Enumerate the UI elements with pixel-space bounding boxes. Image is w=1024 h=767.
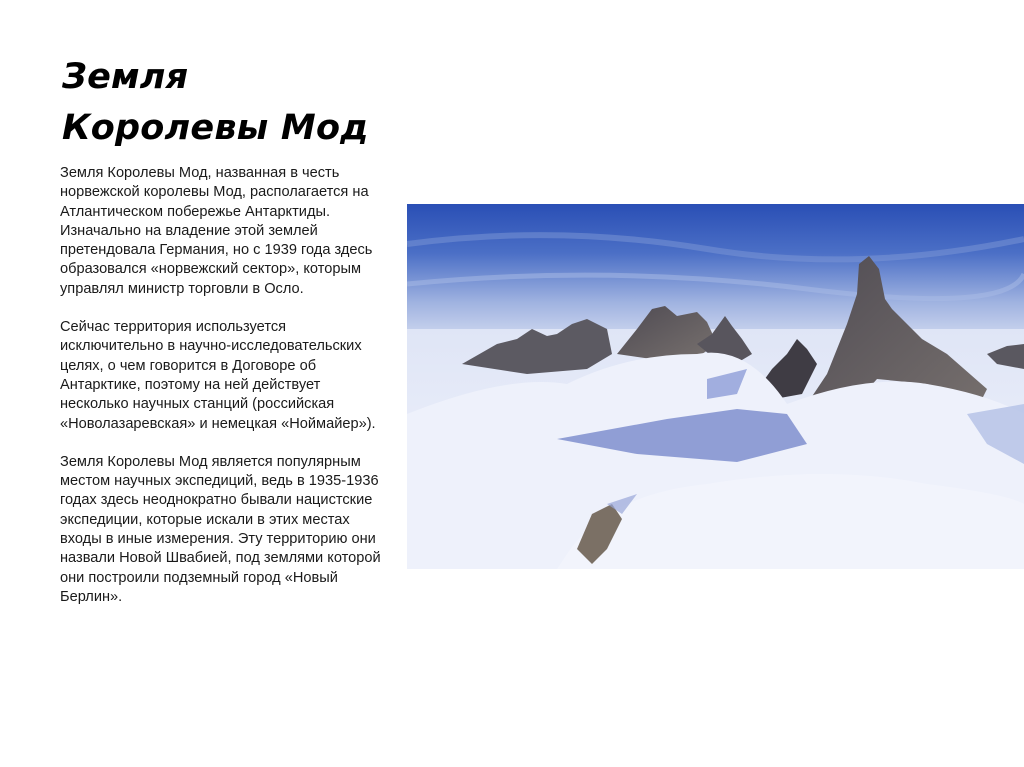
slide-body bbox=[60, 164, 390, 626]
title-line-2: Королевы Мод bbox=[62, 108, 369, 148]
antarctic-mountains-photo bbox=[407, 204, 1024, 569]
paragraph-research: Сейчас территория используется исключительно в научно-исследовательских целях, о чем говорится в Договоре об Антарктике, поэтому на ней действует несколько научных станций (российская «Новолазаревская» и немецкая «Ноймайер»). bbox=[60, 319, 376, 432]
paragraph-history: Земля Королевы Мод, названная в честь норвежской королевы Мод, располагается на Атлантическом побережье Антарктиды. Изначально на владение этой землей претендовала Германия, но с 1939 года здесь образовался «норвежский сектор», которым управлял министр торговли в Осло. bbox=[60, 165, 373, 297]
paragraph-expeditions: Земля Королевы Мод является популярным местом научных экспедиций, ведь в 1935-1936 годах здесь неоднократно бывали нацистские экспедиции, которые искали в этих местах входы в иные измерения. Эту территорию они назвали Новой Швабией, под землями которой они построили подземный город «Новый Берлин». bbox=[60, 453, 381, 605]
slide-title bbox=[62, 52, 369, 154]
mountain-landscape-image bbox=[407, 204, 1024, 569]
title-line-1: Земля bbox=[62, 57, 189, 97]
